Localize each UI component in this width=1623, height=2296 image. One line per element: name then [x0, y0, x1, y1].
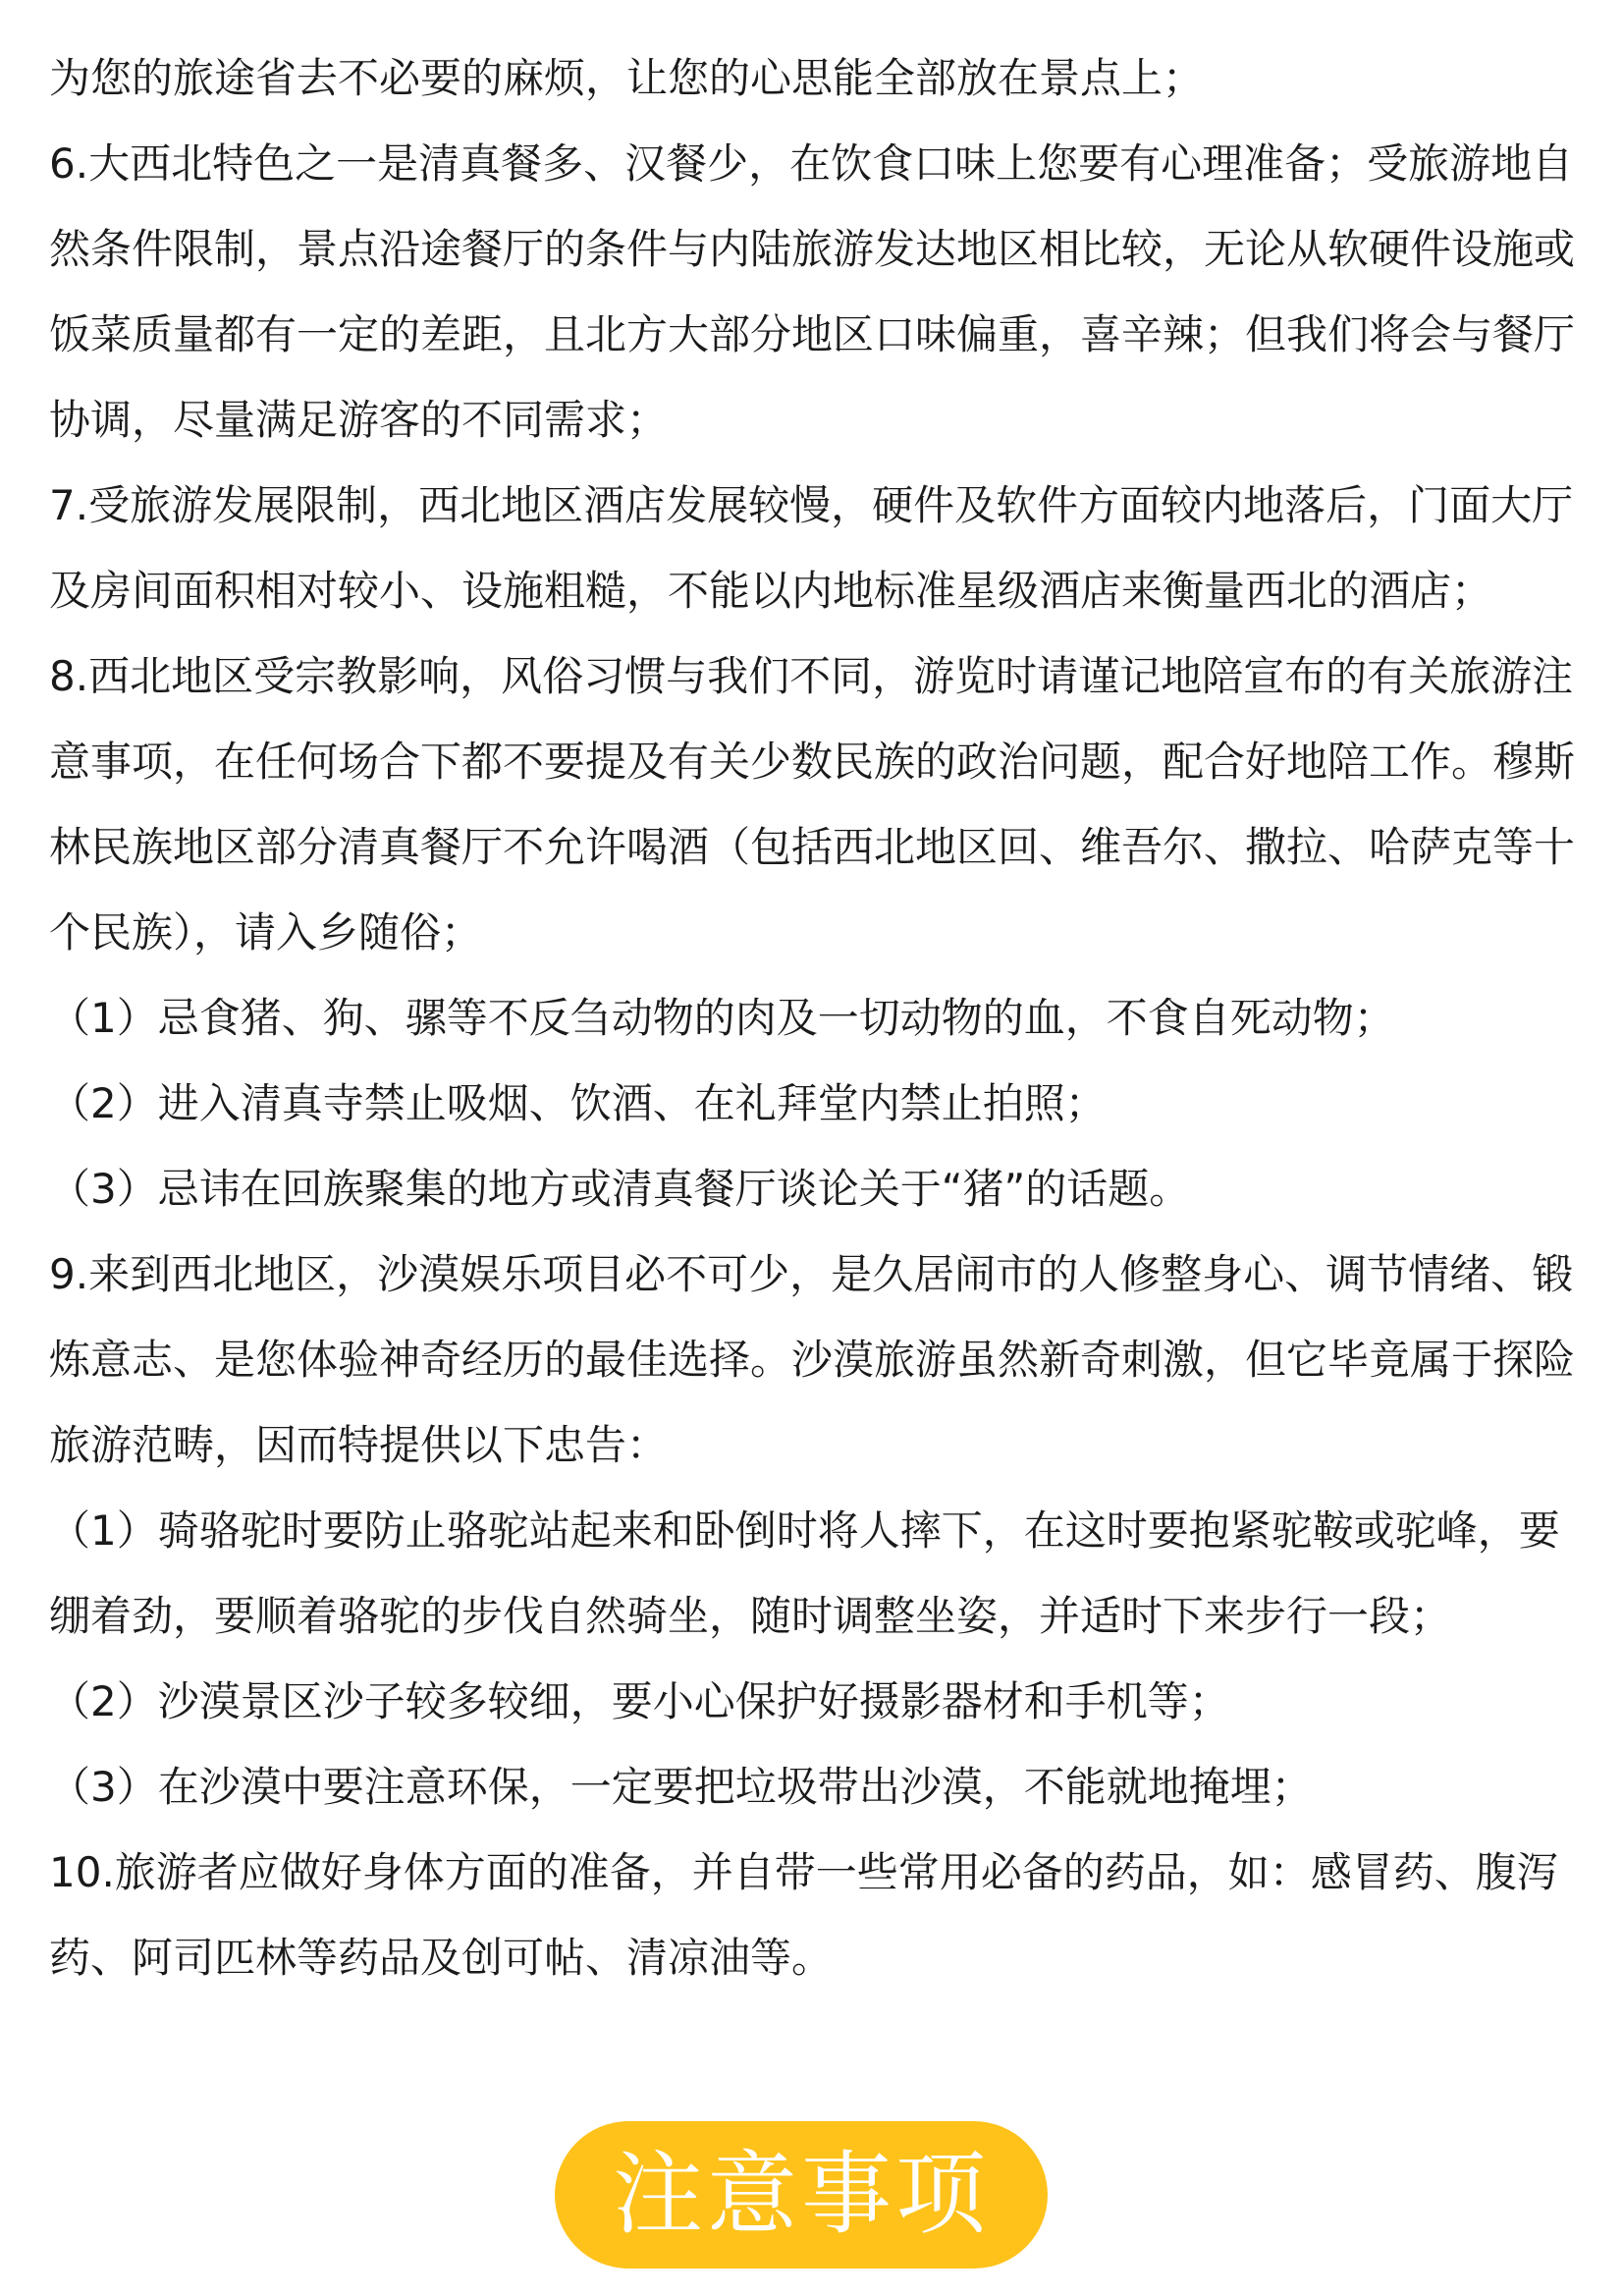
paragraph-item-6-dining: 6.大西北特色之一是清真餐多、汉餐少，在饮食口味上您要有心理准备；受旅游地自然条件限制，景点沿途餐厅的条件与内陆旅游发达地区相比较，无论从软硬件设施或饭菜质量都有一定的差距，且北方大部分地区口味偏重，喜辛辣；但我们将会与餐厅协调，尽量满足游客的不同需求；	[49, 139, 1576, 444]
paragraph-intro-continuation: 为您的旅途省去不必要的麻烦，让您的心思能全部放在景点上；	[49, 54, 1205, 102]
paragraph-item-8-sub-1: （1）忌食猪、狗、骡等不反刍动物的肉及一切动物的血，不食自死动物；	[49, 994, 1395, 1042]
paragraph-item-10-health: 10.旅游者应做好身体方面的准备，并自带一些常用必备的药品，如：感冒药、腹泻药、阿司匹林等药品及创可帖、清凉油等。	[49, 1848, 1558, 1982]
section-title: 注意事项	[612, 2142, 990, 2247]
section-title-badge	[555, 2121, 1048, 2269]
paragraph-item-8-sub-3: （3）忌讳在回族聚集的地方或清真餐厅谈论关于“猪”的话题。	[49, 1165, 1191, 1213]
paragraph-item-9-sub-3: （3）在沙漠中要注意环保，一定要把垃圾带出沙漠，不能就地掩埋；	[49, 1763, 1313, 1811]
paragraph-item-9-sub-2: （2）沙漠景区沙子较多较细，要小心保护好摄影器材和手机等；	[49, 1677, 1230, 1725]
paragraph-item-9-desert: 9.来到西北地区，沙漠娱乐项目必不可少，是久居闹市的人修整身心、调节情绪、锻炼意志、是您体验神奇经历的最佳选择。沙漠旅游虽然新奇刺激，但它毕竟属于探险旅游范畴，因而特提供以下忠告：	[49, 1250, 1576, 1469]
paragraph-item-7-hotels: 7.受旅游发展限制，西北地区酒店发展较慢，硬件及软件方面较内地落后，门面大厅及房间面积相对较小、设施粗糙，不能以内地标准星级酒店来衡量西北的酒店；	[49, 481, 1574, 615]
notes-text-block	[49, 35, 1581, 2000]
paragraph-item-8-sub-2: （2）进入清真寺禁止吸烟、饮酒、在礼拜堂内禁止拍照；	[49, 1079, 1107, 1127]
paragraph-item-9-sub-1: （1）骑骆驼时要防止骆驼站起来和卧倒时将人摔下，在这时要抱紧驼鞍或驼峰，要绷着劲，要顺着骆驼的步伐自然骑坐，随时调整坐姿，并适时下来步行一段；	[49, 1506, 1560, 1640]
paragraph-item-8-customs: 8.西北地区受宗教影响，风俗习惯与我们不同，游览时请谨记地陪宣布的有关旅游注意事项，在任何场合下都不要提及有关少数民族的政治问题，配合好地陪工作。穆斯林民族地区部分清真餐厅不允许喝酒（包括西北地区回、维吾尔、撒拉、哈萨克等十个民族），请入乡随俗；	[49, 652, 1576, 957]
